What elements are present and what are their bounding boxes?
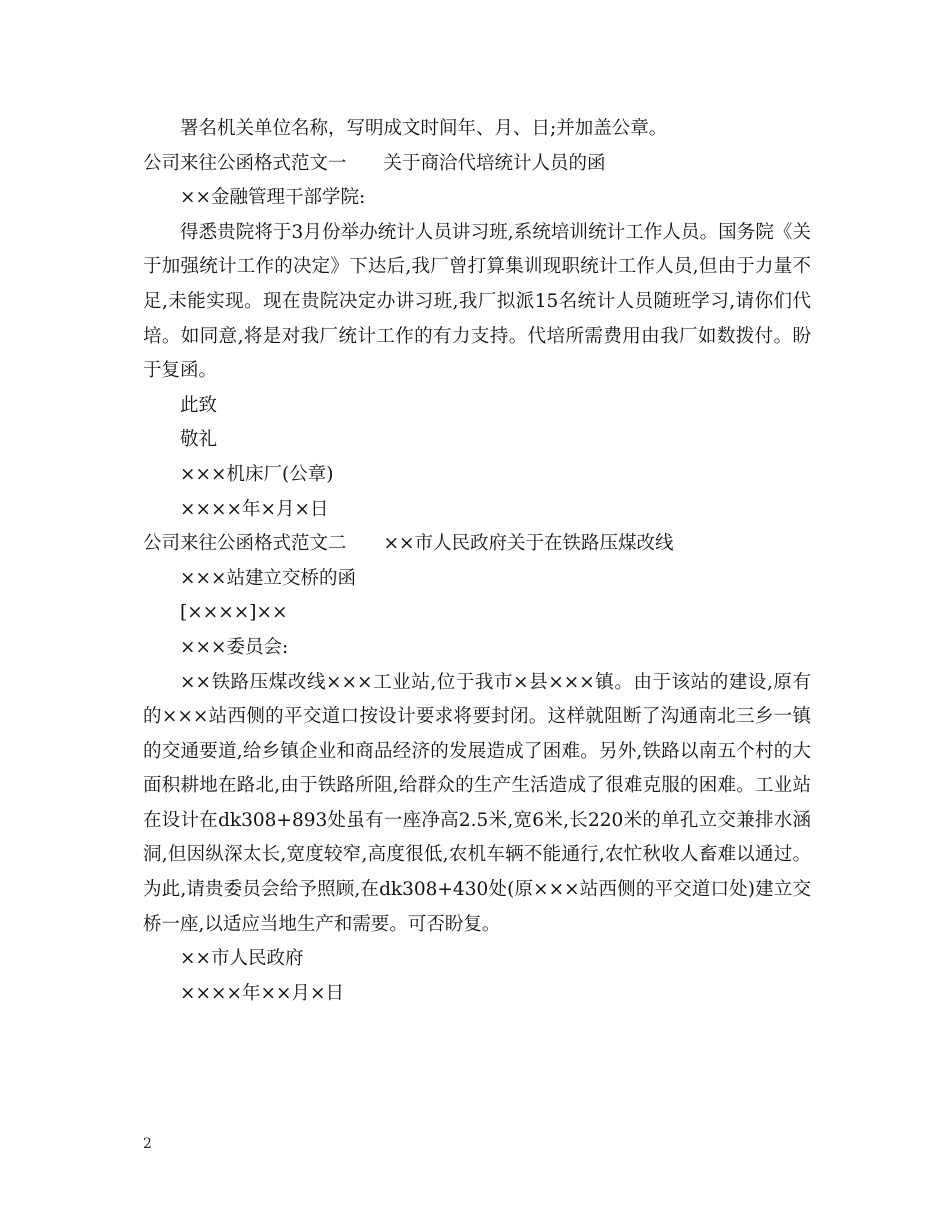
- example2-label: 公司来往公函格式范文二: [143, 533, 347, 555]
- example2-title-line2: ×××站建立交桥的函: [180, 567, 357, 589]
- example1-closing1: 此致: [180, 394, 218, 416]
- document-body: [143, 112, 811, 1011]
- example2-doc-number: [××××]××: [180, 602, 288, 624]
- example2-heading: [143, 527, 811, 562]
- example1-heading: [143, 147, 811, 182]
- example1-title: 关于商洽代培统计人员的函: [383, 152, 606, 174]
- example1-recipient: ××金融管理干部学院:: [180, 187, 366, 209]
- page-number: 2: [143, 1136, 152, 1152]
- example2-recipient: ×××委员会:: [180, 636, 289, 658]
- example2-signer: ××市人民政府: [180, 948, 304, 970]
- example1-label: 公司来往公函格式范文一: [143, 152, 347, 174]
- example2-title-line1: ××市人民政府关于在铁路压煤改线: [383, 533, 674, 555]
- example1-date: ××××年×月×日: [180, 498, 329, 520]
- example1-body: 得悉贵院将于3月份举办统计人员讲习班,系统培训统计工作人员。国务院《关于加强统计工作的决定》下达后,我厂曾打算集训现职统计工作人员,但由于力量不足,未能实现。现在贵院决定办讲习班,我厂拟派15名统计人员随班学习,请你们代培。如同意,将是对我厂统计工作的有力支持。代培所需费用由我厂如数拨付。盼于复函。: [143, 221, 811, 382]
- example2-date: ××××年××月×日: [180, 982, 345, 1004]
- example2-body: ××铁路压煤改线×××工业站,位于我市×县×××镇。由于该站的建设,原有的×××站西侧的平交道口按设计要求将要封闭。这样就阻断了沟通南北三乡一镇的交通要道,给乡镇企业和商品经济的发展造成了困难。另外,铁路以南五个村的大面积耕地在路北,由于铁路所阻,给群众的生产生活造成了很难克服的困难。工业站在设计在dk308+893处虽有一座净高2.5米,宽6米,长220米的单孔立交兼排水涵洞,但因纵深太长,宽度较窄,高度很低,农机车辆不能通行,农忙秋收人畜难以通过。为此,请贵委员会给予照顾,在dk308+430处(原×××站西侧的平交道口处)建立交桥一座,以适应当地生产和需要。可否盼复。: [143, 671, 811, 935]
- example1-closing2: 敬礼: [180, 429, 218, 451]
- intro-line: 署名机关单位名称，写明成文时间年、月、日;并加盖公章。: [180, 118, 668, 139]
- example1-signer: ×××机床厂(公章): [180, 463, 334, 485]
